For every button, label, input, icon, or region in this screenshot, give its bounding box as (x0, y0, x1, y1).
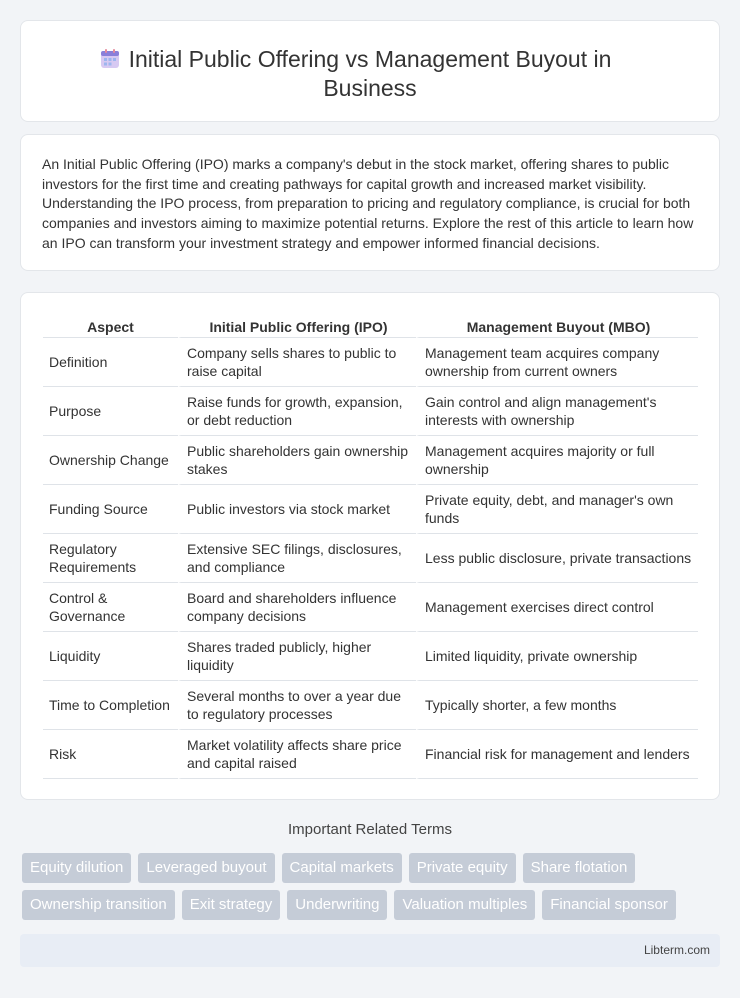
table-row (43, 387, 698, 436)
title-card (20, 20, 720, 122)
row-ipo: Board and shareholders influence company decisions (178, 583, 416, 632)
row-aspect: Liquidity (43, 632, 178, 681)
tag-link[interactable]: Share flotation (523, 853, 636, 883)
row-aspect: Regulatory Requirements (43, 534, 178, 583)
tag-link[interactable]: Exit strategy (182, 890, 281, 920)
row-mbo: Management exercises direct control (416, 583, 698, 632)
table-header-row (43, 313, 698, 338)
row-aspect: Funding Source (43, 485, 178, 534)
row-ipo: Public investors via stock market (178, 485, 416, 534)
row-mbo: Management acquires majority or full ownership (416, 436, 698, 485)
header-ipo: Initial Public Offering (IPO) (178, 313, 416, 338)
table-row (43, 730, 698, 779)
comparison-table (43, 313, 698, 779)
intro-paragraph: An Initial Public Offering (IPO) marks a company's debut in the stock market, offering shares to public investors for the first time and creating pathways for capital growth and increased market visibility. Understanding the IPO process, from preparation to pricing and regulatory compliance, is crucial for both companies and investors aiming to maximize potential returns. Explore the rest of this article to learn how an IPO can transform your investment strategy and empower informed financial decisions. (42, 156, 694, 251)
row-ipo: Raise funds for growth, expansion, or debt reduction (178, 387, 416, 436)
table-row (43, 681, 698, 730)
tag-link[interactable]: Leveraged buyout (138, 853, 274, 883)
tag-link[interactable]: Ownership transition (22, 890, 175, 920)
row-mbo: Financial risk for management and lenders (416, 730, 698, 779)
row-ipo: Market volatility affects share price and capital raised (178, 730, 416, 779)
header-mbo: Management Buyout (MBO) (416, 313, 698, 338)
row-aspect: Purpose (43, 387, 178, 436)
header-aspect: Aspect (43, 313, 178, 338)
related-terms-tags (22, 853, 722, 920)
row-aspect: Time to Completion (43, 681, 178, 730)
row-ipo: Shares traded publicly, higher liquidity (178, 632, 416, 681)
table-row (43, 436, 698, 485)
row-mbo: Less public disclosure, private transactions (416, 534, 698, 583)
row-aspect: Risk (43, 730, 178, 779)
row-ipo: Extensive SEC filings, disclosures, and compliance (178, 534, 416, 583)
row-ipo: Company sells shares to public to raise capital (178, 338, 416, 387)
tag-link[interactable]: Valuation multiples (394, 890, 535, 920)
row-mbo: Typically shorter, a few months (416, 681, 698, 730)
page-title: Initial Public Offering vs Management Buyout in Business (128, 46, 612, 101)
row-ipo: Several months to over a year due to regulatory processes (178, 681, 416, 730)
tags-row (22, 853, 722, 883)
tag-link[interactable]: Equity dilution (22, 853, 131, 883)
table-row (43, 485, 698, 534)
tag-link[interactable]: Private equity (409, 853, 516, 883)
related-terms-title: Important Related Terms (288, 821, 452, 838)
row-mbo: Management team acquires company ownership from current owners (416, 338, 698, 387)
table-row (43, 534, 698, 583)
row-aspect: Definition (43, 338, 178, 387)
row-mbo: Gain control and align management's interests with ownership (416, 387, 698, 436)
footer-bar (20, 934, 720, 967)
table-row (43, 632, 698, 681)
row-aspect: Control & Governance (43, 583, 178, 632)
row-mbo: Limited liquidity, private ownership (416, 632, 698, 681)
tags-row (22, 890, 722, 920)
intro-card (20, 134, 720, 271)
row-ipo: Public shareholders gain ownership stakes (178, 436, 416, 485)
tag-link[interactable]: Financial sponsor (542, 890, 676, 920)
row-aspect: Ownership Change (43, 436, 178, 485)
row-mbo: Private equity, debt, and manager's own funds (416, 485, 698, 534)
tag-link[interactable]: Underwriting (287, 890, 387, 920)
tag-link[interactable]: Capital markets (282, 853, 402, 883)
footer-site-link[interactable]: Libterm.com (643, 943, 710, 957)
table-row (43, 583, 698, 632)
table-row (43, 338, 698, 387)
comparison-card (20, 292, 720, 800)
